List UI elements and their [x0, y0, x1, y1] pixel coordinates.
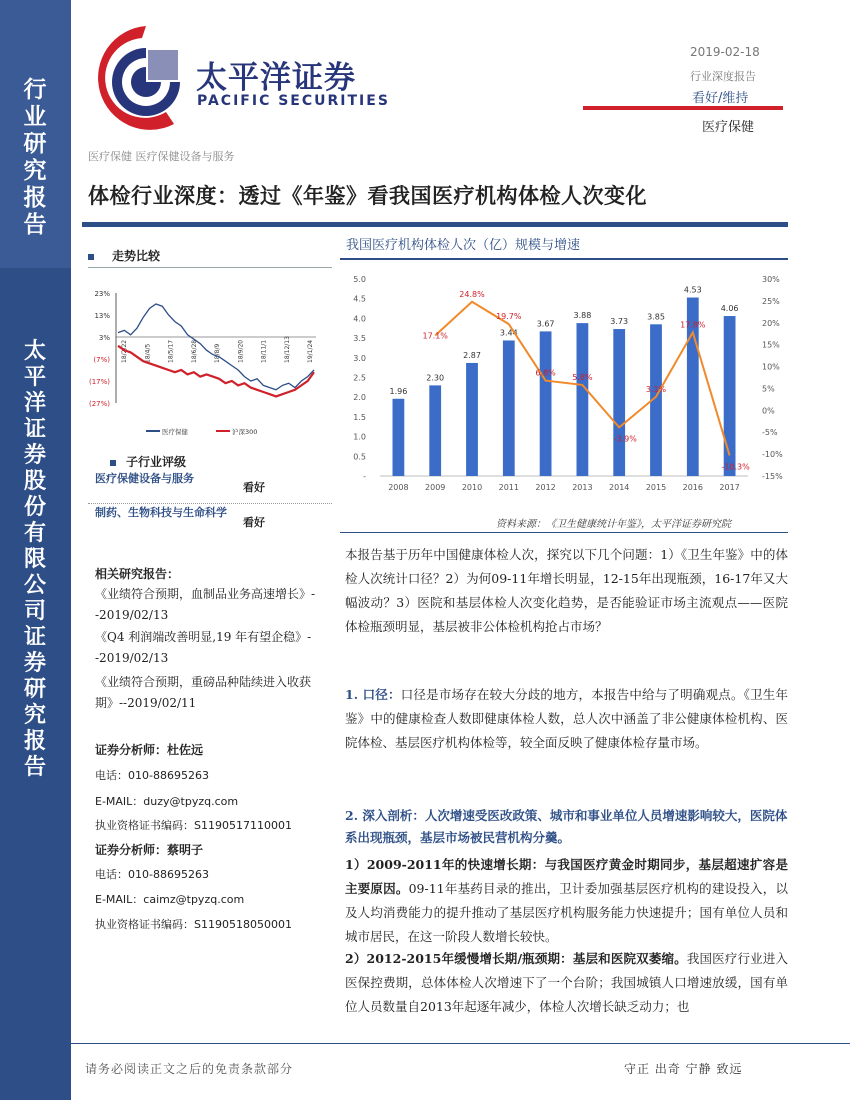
sidebar-char: 研: [23, 130, 47, 157]
trend-heading: 走势比较: [88, 247, 160, 264]
analyst-name: 证券分析师：杜佐远: [95, 743, 204, 757]
industry-rating: 看好/维持: [692, 91, 749, 106]
line-data-label: 17.1%: [422, 331, 448, 341]
sidebar-char: 研: [23, 676, 46, 702]
trend-legend-label: 沪深300: [232, 428, 258, 436]
trend-y-tick: 13%: [94, 312, 110, 320]
sidebar-char: 洋: [23, 390, 46, 416]
sidebar-char: 证: [23, 416, 46, 442]
bar-data-label: 3.67: [536, 319, 555, 329]
x-tick-label: 2015: [645, 483, 667, 492]
sub-rating-name: 制药、生物科技与生命科学: [95, 506, 227, 519]
analyst-cert: 执业资格证书编码：S1190517110001: [95, 819, 292, 832]
sidebar-char: 限: [23, 546, 46, 572]
sidebar-char: 报: [23, 184, 47, 211]
sidebar-char: 份: [23, 494, 46, 520]
sidebar-char: 业: [23, 103, 47, 130]
related-reports-heading: 相关研究报告：: [95, 567, 180, 581]
chart-source: 资料来源：《卫生健康统计年鉴》，太平洋证券研究院: [496, 519, 731, 530]
sector-label: 医疗保健: [702, 120, 755, 135]
y-tick-label: 3.0: [353, 353, 366, 363]
sub-rating-name: 医疗保健设备与服务: [95, 472, 194, 485]
y-tick-label: 0.5: [353, 452, 366, 462]
line-data-label: -10.3%: [721, 462, 750, 472]
section-2b-paragraph: [345, 947, 788, 1019]
x-tick-label: 2010: [461, 483, 483, 492]
sub-rating-divider: [88, 503, 332, 504]
y2-tick-label: 15%: [762, 340, 780, 350]
analyst-phone: 电话：010-88695263: [95, 868, 209, 881]
bar-data-label: 3.85: [647, 312, 665, 322]
line-data-label: 19.7%: [496, 312, 522, 322]
intro-paragraph: 本报告基于历年中国健康体检人次，探究以下几个问题：1）《卫生年鉴》中的体检人次统计口径？2）为何09-11年增长明显，12-15年出现瓶颈，16-17年又大幅波动？3）医院和基层体检人次变化趋势，是否能验证市场主流观点——医院体检瓶颈明显，基层被非公体检机构抢占市场？: [345, 547, 788, 634]
y2-tick-label: 30%: [762, 275, 780, 284]
related-report-link[interactable]: 《业绩符合预期，重磅品种陆续进入收获期》--2019/02/11: [95, 675, 312, 710]
source-divider: [340, 532, 788, 533]
bar: [577, 323, 589, 476]
section-2a-text: 09-11年基药目录的推出，卫计委加强基层医疗机构的建设投入，以及人均消费能力的提升推动了基层医疗机构服务能力快速提升；国有单位人员和城市居民，在这一阶段人数增长较快。: [345, 881, 788, 944]
section-1-paragraph: [345, 683, 788, 755]
bar-data-label: 2.87: [463, 350, 481, 360]
bar-data-label: 1.96: [389, 386, 408, 396]
logo-text: 太平洋证券: [196, 60, 356, 96]
footer-motto: 守正 出奇 宁静 致远: [624, 1062, 743, 1076]
y2-tick-label: 5%: [762, 384, 775, 394]
section-2a-heading: 1）2009-2011年的快速增长期：与我国医疗黄金时期同步，基层超速扩容是主要原因。: [345, 857, 788, 896]
section-2-heading: 2. 深入剖析：人次增速受医改政策、城市和事业单位人员增速影响较大，医院体系出现瓶颈，基层市场被民营机构分羹。: [345, 808, 788, 845]
line-data-label: 3.1%: [645, 384, 667, 394]
bar-data-label: 3.44: [499, 328, 518, 338]
section-1-text: 口径是市场存在较大分歧的地方，本报告中给与了明确观点。《卫生年鉴》中的健康检查人数即健康体检人数，总人次中涵盖了非公健康体检机构、医院体检、基层医疗机构体检等，较全面反映了健康体检存量市场。: [345, 687, 788, 750]
trend-x-tick: 18/9/20: [237, 339, 245, 363]
page-title: 体检行业深度：透过《年鉴》看我国医疗机构体检人次变化: [88, 183, 647, 208]
title-divider: [82, 222, 788, 227]
bar: [613, 329, 625, 476]
analyst-phone: 电话：010-88695263: [95, 769, 209, 782]
trend-x-tick: 19/1/24: [307, 339, 314, 363]
main-chart: [340, 266, 788, 502]
x-tick-label: 2014: [609, 483, 630, 492]
y2-tick-label: 0%: [762, 406, 775, 416]
y-tick-label: -: [363, 472, 366, 481]
section-2a-paragraph: [345, 853, 788, 949]
y-tick-label: 1.5: [353, 412, 366, 422]
y-tick-label: 5.0: [353, 275, 366, 284]
y-tick-label: 1.0: [353, 432, 366, 442]
logo-english-text: PACIFIC SECURITIES: [197, 93, 390, 109]
sidebar-char: 行: [23, 76, 47, 103]
trend-y-tick: (7%): [93, 356, 110, 364]
bar-data-label: 2.30: [426, 373, 445, 383]
sidebar-char: 司: [23, 598, 46, 624]
y2-tick-label: -10%: [762, 450, 783, 460]
x-tick-label: 2016: [682, 483, 703, 492]
line-data-label: -3.9%: [613, 434, 637, 444]
bar: [503, 340, 515, 476]
bar: [540, 331, 552, 476]
trend-x-tick: 18/4/5: [144, 343, 152, 363]
sidebar-char: 报: [23, 728, 46, 754]
sidebar-char: 告: [23, 754, 46, 780]
section-1-heading: 1. 口径：: [345, 687, 401, 702]
sidebar-char: 究: [23, 702, 46, 728]
sidebar-char: 公: [23, 572, 46, 598]
related-report-link[interactable]: 《Q4 利润端改善明显,19 年有望企稳》--2019/02/13: [95, 630, 312, 665]
line-data-label: 24.8%: [459, 289, 485, 299]
trend-x-tick: 18/2/22: [121, 339, 128, 363]
related-report-link[interactable]: 《业绩符合预期，血制品业务高速增长》--2019/02/13: [95, 587, 316, 622]
line-data-label: 17.8%: [680, 320, 706, 330]
bar-data-label: 4.06: [720, 304, 739, 314]
sub-rating-value: 看好: [243, 516, 265, 529]
section-2b-heading: 2）2012-2015年缓慢增长期/瓶颈期：基层和医院双萎缩。: [345, 951, 687, 966]
sidebar-char: 平: [23, 364, 46, 390]
bar: [466, 363, 478, 476]
y-tick-label: 2.0: [353, 393, 366, 403]
analyst-email[interactable]: E-MAIL：caimz@tpyzq.com: [95, 893, 245, 906]
bar-data-label: 3.88: [573, 311, 592, 321]
analyst-cert: 执业资格证书编码：S1190518050001: [95, 918, 292, 931]
y-tick-label: 4.5: [353, 294, 366, 304]
trend-x-tick: 18/6/28: [190, 339, 198, 363]
header-divider: [583, 106, 783, 110]
y2-tick-label: 10%: [762, 362, 780, 372]
trend-y-tick: (27%): [88, 400, 110, 408]
y-tick-label: 4.0: [353, 314, 366, 324]
sidebar-char: 告: [23, 211, 47, 238]
trend-y-tick: (17%): [88, 378, 110, 386]
y2-tick-label: -15%: [762, 472, 783, 481]
x-tick-label: 2008: [388, 483, 409, 492]
footer-divider: [71, 1043, 850, 1044]
sidebar-char: 券: [23, 442, 46, 468]
bar: [429, 385, 441, 476]
trend-x-tick: 18/8/9: [214, 343, 221, 363]
y-tick-label: 3.5: [353, 334, 366, 344]
y2-tick-label: 25%: [762, 296, 780, 306]
chart-title: 我国医疗机构体检人次（亿）规模与增速: [346, 238, 581, 253]
report-date: 2019-02-18: [690, 45, 760, 59]
chart-title-divider: [340, 258, 788, 260]
x-tick-label: 2017: [719, 483, 740, 492]
sub-rating-value: 看好: [243, 481, 265, 494]
sidebar-char: 券: [23, 650, 46, 676]
y2-tick-label: 20%: [762, 318, 780, 328]
line-data-label: 6.8%: [535, 368, 556, 378]
x-tick-label: 2013: [572, 483, 593, 492]
trend-divider: [88, 267, 332, 268]
x-tick-label: 2009: [425, 483, 446, 492]
bar-data-label: 3.73: [610, 317, 629, 327]
trend-y-tick: 23%: [94, 290, 110, 298]
report-type: 行业深度报告: [690, 70, 756, 83]
footer-disclaimer: 请务必阅读正文之后的免责条款部分: [85, 1062, 294, 1076]
sidebar-char: 股: [23, 468, 46, 494]
sidebar-char: 有: [23, 520, 46, 546]
section-2b-text: 我国医疗行业进入医保控费期，总体体检人次增速下了一个台阶；我国城镇人口增速放缓，国有单位人员数量自2013年起逐年减少，体检人次增长缺乏动力；也: [345, 951, 788, 1014]
line-data-label: 5.8%: [572, 372, 593, 382]
x-tick-label: 2011: [498, 483, 519, 492]
bar-data-label: 4.53: [683, 285, 702, 295]
sub-rating-heading: 子行业评级: [110, 453, 186, 470]
y2-tick-label: -5%: [762, 428, 778, 438]
sidebar-char: 究: [23, 157, 47, 184]
sidebar-char: 太: [23, 338, 46, 364]
trend-chart: [88, 285, 328, 440]
analyst-name: 证券分析师：蔡明子: [95, 843, 204, 857]
analyst-email[interactable]: E-MAIL：duzy@tpyzq.com: [95, 795, 239, 808]
trend-x-tick: 18/5/17: [167, 339, 175, 363]
sidebar-company-label: [12, 340, 58, 782]
sidebar-report-label: [12, 78, 58, 240]
trend-y-tick: 3%: [98, 334, 110, 342]
industry-path: 医疗保健 医疗保健设备与服务: [88, 150, 235, 163]
bar: [393, 399, 405, 476]
trend-x-tick: 18/11/1: [260, 339, 268, 363]
x-tick-label: 2012: [535, 483, 556, 492]
trend-legend-label: 医疗保健: [162, 428, 188, 436]
trend-x-tick: 18/12/13: [283, 336, 291, 363]
sidebar-char: 证: [23, 624, 46, 650]
y-tick-label: 2.5: [353, 373, 366, 383]
logo-icon: [86, 20, 190, 138]
